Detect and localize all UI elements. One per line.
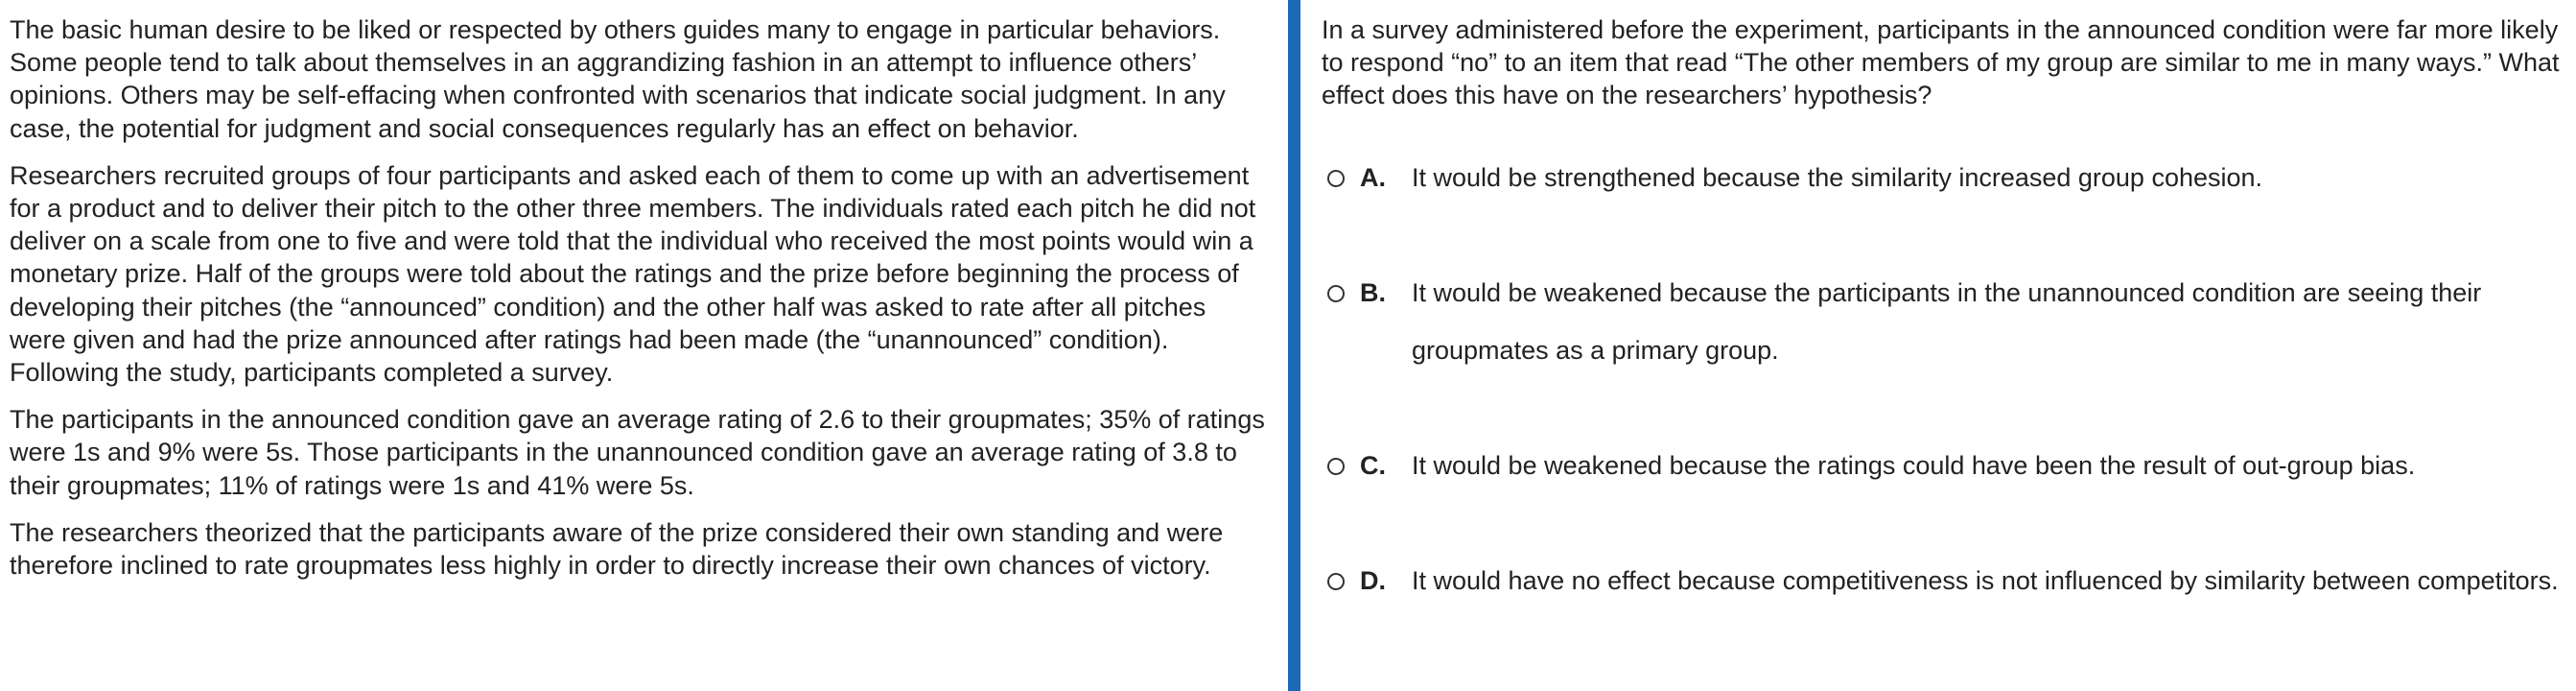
answer-option-d[interactable] — [1322, 564, 2568, 609]
passage-paragraph: Researchers recruited groups of four participants and asked each of them to come up with an advertisement for a product and to deliver their pitch to the other three members. The individuals rated each pitch he did not deliver on a scale from one to five and were told that the individual who received the most points would win a monetary prize. Half of the groups were told about the ratings and the prize before beginning the process of developing their pitches (the “announced” condition) and the other half was asked to rate after all pitches were given and had the prize announced after ratings had been made (the “unannounced” condition). Following the study, participants completed a survey. — [10, 160, 1256, 388]
option-letter: C. — [1360, 451, 1386, 480]
passage-paragraph: The researchers theorized that the participants aware of the prize considered their own standing and were therefore inclined to rate groupmates less highly in order to directly increase their own chances of victory. — [10, 517, 1224, 581]
pane-divider[interactable] — [1288, 0, 1300, 691]
answer-option-b[interactable] — [1322, 276, 2568, 379]
option-text[interactable]: It would be strengthened because the similarity increased group cohesion. — [1412, 163, 2263, 192]
option-text[interactable]: It would have no effect because competitiveness is not influenced by similarity between competitors. — [1412, 566, 2559, 595]
passage-paragraph: The participants in the announced condition gave an average rating of 2.6 to their groupmates; 35% of ratings were 1s and 9% were 5s. Those participants in the unannounced condition gave an average rating of 3.8 to their groupmates; 11% of ratings were 1s and 41% were 5s. — [10, 405, 1265, 500]
question-pane — [1322, 13, 2568, 691]
passage-pane — [10, 13, 1266, 691]
answer-option-c[interactable] — [1322, 449, 2568, 494]
option-text[interactable]: It would be weakened because the ratings could have been the result of out-group bias. — [1412, 451, 2416, 480]
option-letter: D. — [1360, 566, 1386, 595]
option-letter: A. — [1360, 163, 1386, 192]
answer-option-a[interactable] — [1322, 161, 2568, 206]
radio-button-b[interactable] — [1327, 285, 1345, 302]
radio-button-c[interactable] — [1327, 458, 1345, 475]
question-stem: In a survey administered before the experiment, participants in the announced condition were far more likely to respond “no” to an item that read “The other members of my group are similar to me in many ways.” What effect does this have on the researchers’ hypothesis? — [1322, 15, 2560, 110]
passage-paragraph: The basic human desire to be liked or respected by others guides many to engage in particular behaviors. Some people tend to talk about themselves in an aggrandizing fashion in an attempt to influence others’ opinions. Others may be self-effacing when confronted with scenarios that indicate social judgment. In any case, the potential for judgment and social consequences regularly has an effect on behavior. — [10, 15, 1226, 143]
option-letter: B. — [1360, 278, 1386, 307]
radio-button-d[interactable] — [1327, 573, 1345, 590]
radio-button-a[interactable] — [1327, 170, 1345, 187]
option-text[interactable]: It would be weakened because the participants in the unannounced condition are seeing their groupmates as a primary group. — [1412, 278, 2482, 365]
